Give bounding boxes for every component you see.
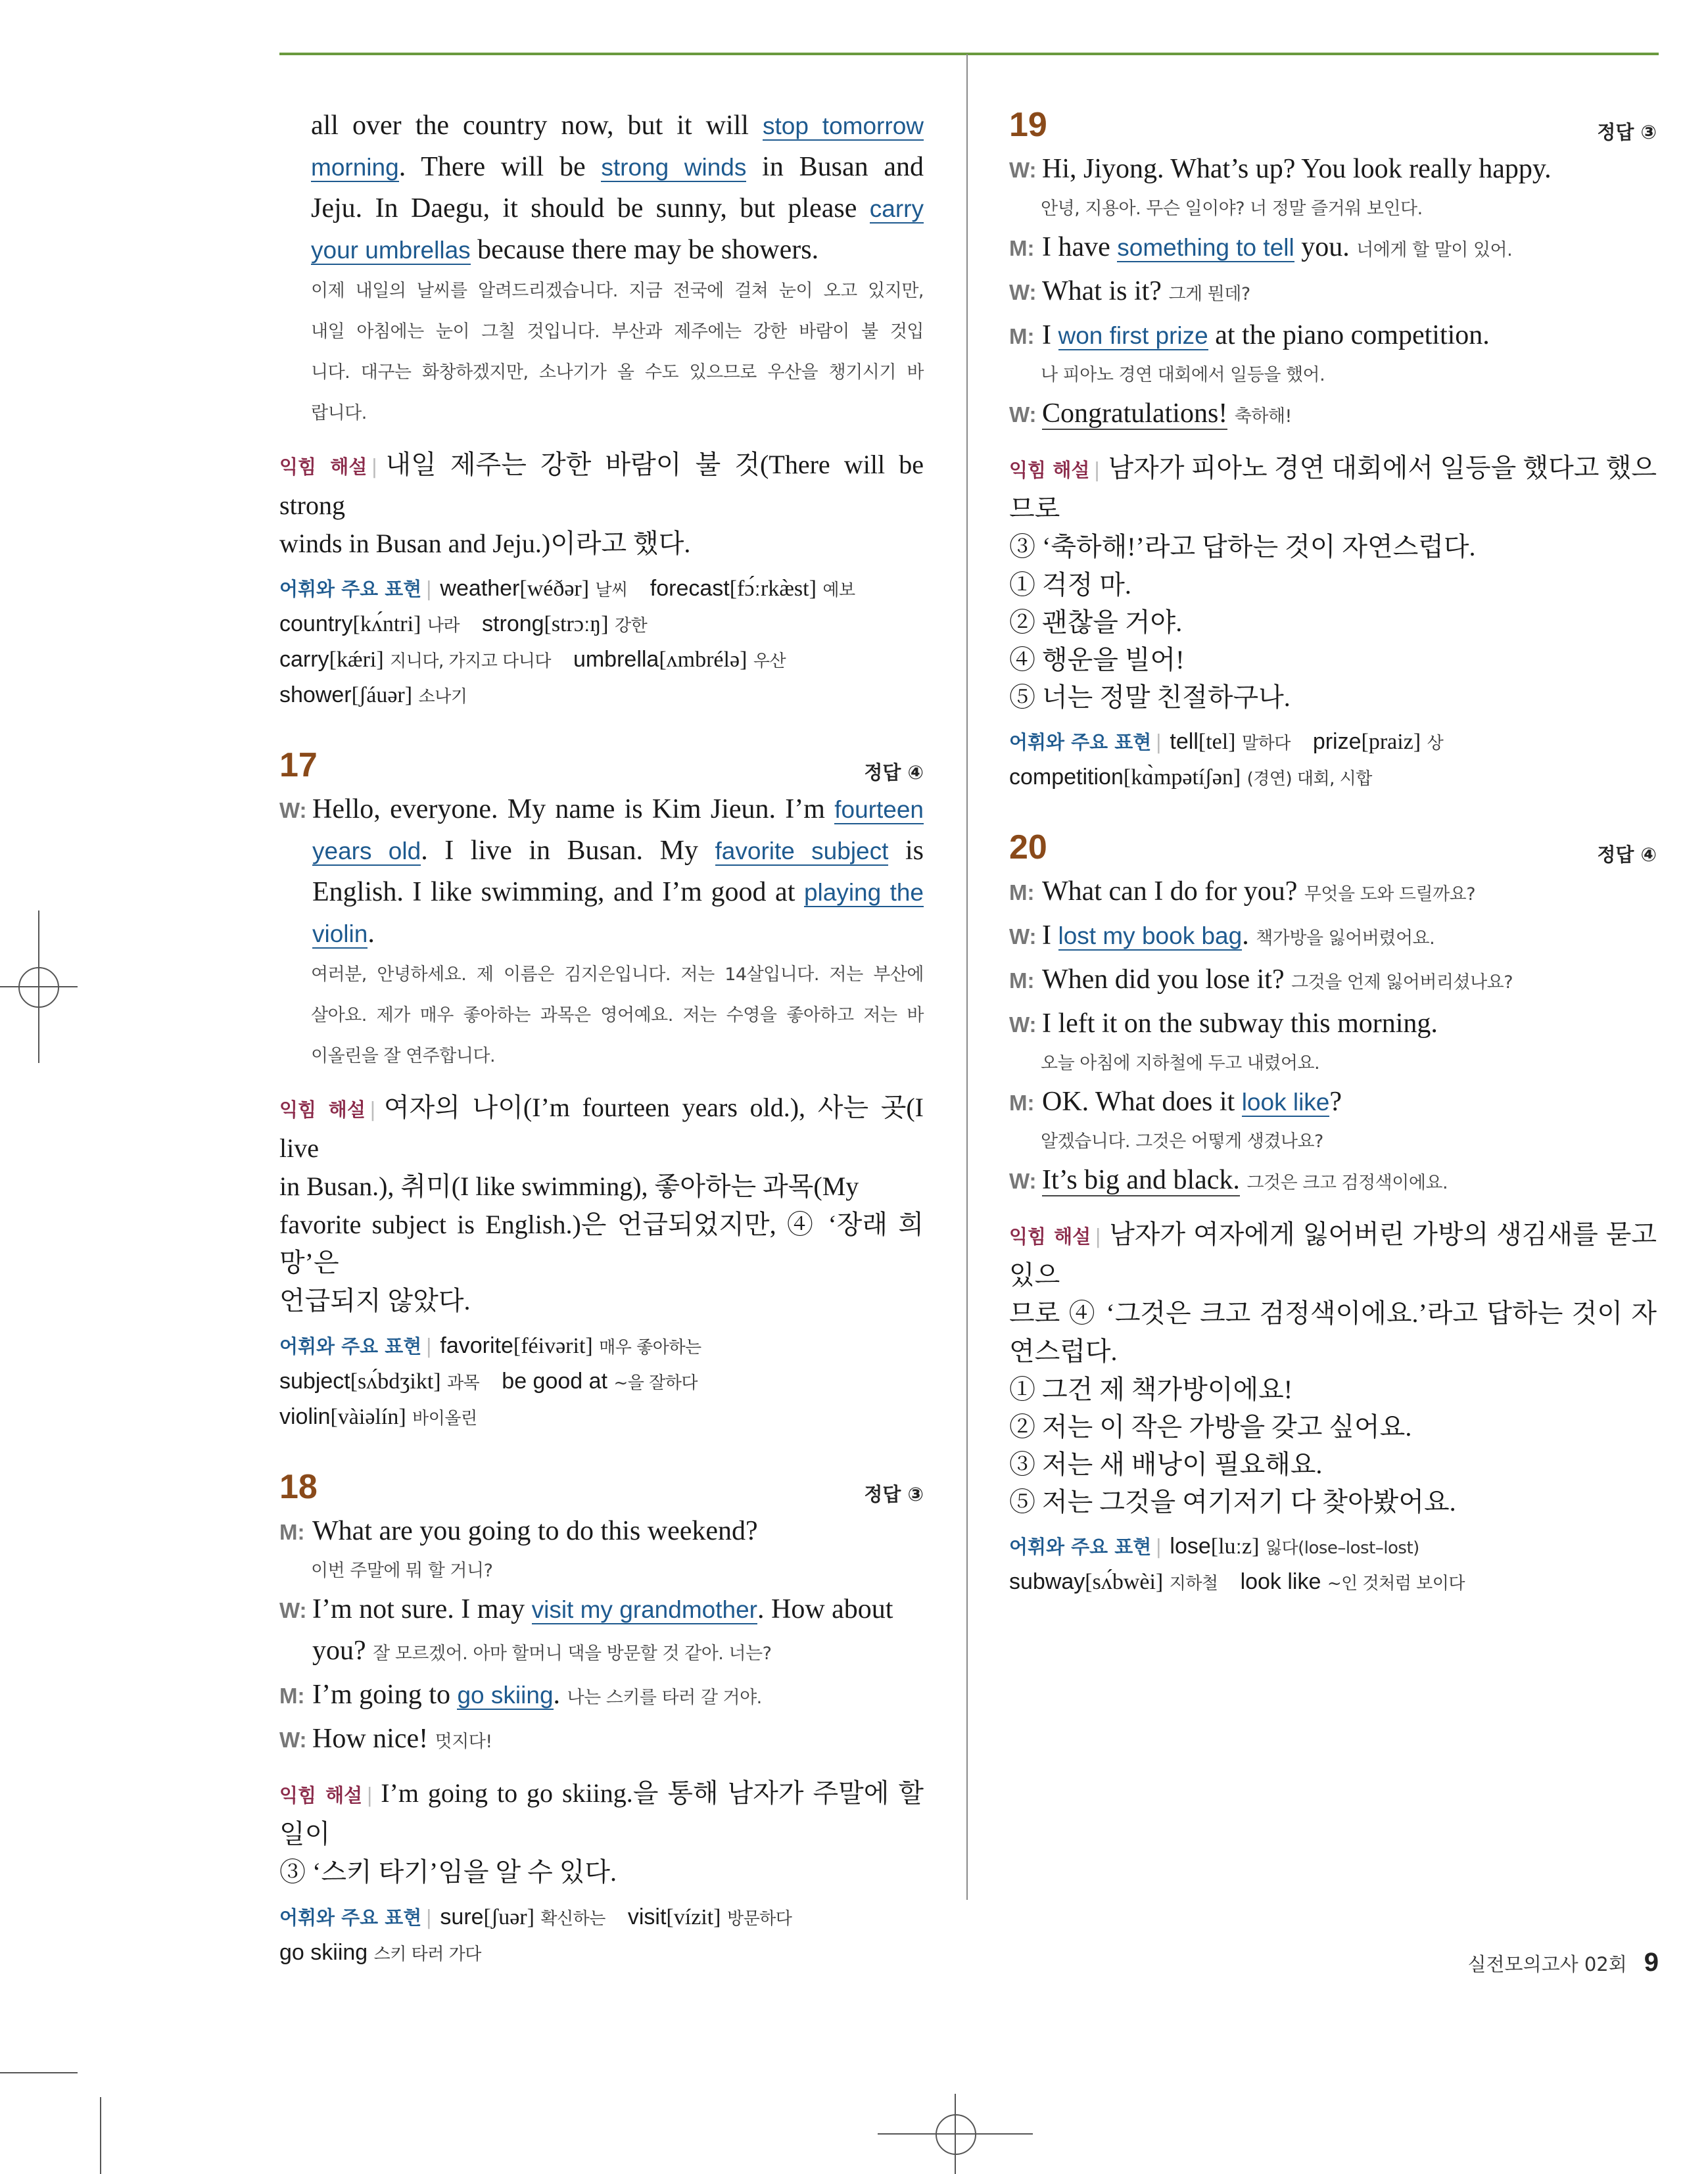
vocab-word: carry [279, 647, 329, 672]
speaker-label: W: [1009, 158, 1037, 182]
korean-translation: 멋지다! [435, 1732, 492, 1752]
text-run: . There will be [398, 152, 602, 182]
answer-phrase: Congratulations! [1042, 398, 1228, 429]
highlighted-phrase: playing the [803, 879, 924, 906]
vocab-pronunciation: [kǽri] [329, 648, 384, 672]
question-number: 20 [1009, 828, 1047, 866]
text-run: . How about [757, 1594, 893, 1624]
q16-vocabulary: 어휘와 주요 표현 | weather[wéðər] 날씨 forecast[fɔ́ːrkæ̀st] 예보 country[kʌ́ntri] 나라 strong[strɔːŋ] 강한 carry[kǽri] 지니다, 가지고 다니다 umbrella[ʌmbrélə] 우산 shower[ʃáuər] 소나기 [279, 576, 855, 707]
text-run: . [1242, 920, 1256, 951]
monologue-text [312, 789, 924, 955]
dialog-text [1042, 1081, 1657, 1123]
vocab-meaning: 확신하는 [540, 1909, 605, 1929]
vocab-meaning: 날씨 [595, 580, 628, 600]
vocab-word: sure [440, 1904, 484, 1929]
explanation-text [1009, 1219, 1657, 1366]
vocab-word: shower [279, 682, 352, 707]
dialog-text [1042, 871, 1657, 915]
right-column [1009, 105, 1657, 1601]
vocab-meaning: 소나기 [418, 687, 467, 707]
page-footer [1468, 1948, 1659, 1977]
vocab-word: competition [1009, 765, 1124, 790]
translation-line: 이올린을 잘 연주합니다. [311, 1046, 496, 1066]
dialog-turn [1009, 1160, 1657, 1204]
translation-line: 랍니다. [311, 403, 367, 423]
translation-line: 여러분, 안녕하세요. 제 이름은 김지은입니다. 저는 14살입니다. 저는 부산에 [311, 964, 924, 985]
column-divider [966, 54, 968, 1900]
highlighted-phrase: visit my grandmother [531, 1596, 757, 1623]
translation-line: 내일 아침에는 눈이 그칠 것입니다. 부산과 제주에는 강한 바람이 불 것입 [311, 321, 924, 342]
vocab-pronunciation: [sʌ́bwèi] [1085, 1570, 1164, 1594]
explanation-tag: 익힘 해설 [279, 1099, 366, 1121]
question-18 [279, 1467, 924, 1972]
q20-dialog [1009, 871, 1657, 1204]
vocab-meaning: (경연) 대회, 시합 [1246, 769, 1372, 789]
dialog-turn [1009, 1003, 1657, 1045]
dialog-text [312, 1589, 924, 1674]
explanation-line: 남자가 여자에게 잃어버린 가방의 생김새를 묻고 있으 [1009, 1219, 1657, 1290]
vocab-word: umbrella [573, 647, 659, 672]
highlighted-phrase: favorite subject [715, 838, 889, 864]
text-run: I’m not sure. I may [312, 1594, 532, 1624]
vocab-word: go skiing [279, 1940, 368, 1965]
vocab-tag: 어휘와 주요 표현 [279, 1335, 422, 1358]
vocab-meaning: 지니다, 가지고 다니다 [390, 651, 551, 671]
q19-options [1009, 566, 1657, 716]
vocab-meaning: 상 [1427, 734, 1444, 753]
dialog-translation: 안녕, 지용아. 무슨 일이야? 너 정말 즐거워 보인다. [1041, 199, 1423, 219]
dialog-turn [279, 1589, 924, 1674]
text-line [311, 105, 924, 147]
speaker-label: M: [1009, 968, 1035, 993]
vocab-pronunciation: [ʃuər] [483, 1905, 534, 1929]
question-number: 19 [1009, 106, 1047, 144]
vocab-meaning: 스키 타러 가다 [373, 1945, 481, 1964]
vocab-meaning: 매우 좋아하는 [599, 1338, 701, 1358]
vocab-pronunciation: [kʌ́ntri] [352, 612, 421, 636]
text-run: you? [312, 1636, 373, 1666]
question-19 [1009, 105, 1657, 796]
q17-monologue [279, 789, 924, 955]
dialog-text [1042, 227, 1657, 271]
q16-english [279, 105, 924, 271]
explanation-tag: 익힘 해설 [1009, 1225, 1091, 1248]
dialog-translation: 알겠습니다. 그것은 어떻게 생겼나요? [1041, 1131, 1323, 1152]
answer-option: ② 저는 이 작은 가방을 갖고 싶어요. [1009, 1412, 1412, 1442]
speaker-label: W: [279, 798, 307, 822]
question-number: 18 [279, 1468, 318, 1506]
dialog-turn [1009, 271, 1657, 315]
text-run: in Busan and [746, 152, 924, 182]
korean-translation: 너에게 할 말이 있어. [1356, 240, 1513, 260]
explanation-line: in Busan.), 취미(I like swimming), 좋아하는 과목(My [279, 1171, 859, 1201]
vocab-pronunciation: [féivərit] [513, 1334, 593, 1358]
explanation-line: ③ ‘축하해!’라고 답하는 것이 자연스럽다. [1009, 532, 1476, 561]
question-20 [1009, 828, 1657, 1601]
dialog-turn [1009, 393, 1657, 437]
dialog-turn [1009, 149, 1657, 191]
speaker-label: M: [1009, 880, 1035, 905]
explanation-line: favorite subject is English.)은 언급되었지만, ④ ‘장래 희망’은 [279, 1210, 924, 1277]
q19-dialog [1009, 149, 1657, 437]
explanation-line: 여자의 나이(I’m fourteen years old.), 사는 곳(I live [279, 1093, 924, 1163]
answer-option: ⑤ 너는 정말 친절하구나. [1009, 682, 1291, 712]
vocab-word: forecast [650, 576, 730, 601]
explanation-text [1009, 453, 1657, 561]
vocab-word: weather [440, 576, 520, 601]
highlighted-phrase: go skiing [457, 1682, 554, 1709]
text-run: at the piano competition. [1208, 320, 1490, 350]
speaker-label: W: [1009, 402, 1037, 427]
text-run: is [888, 836, 924, 866]
vocab-pronunciation: [ʃáuər] [351, 683, 413, 707]
highlighted-phrase: morning [311, 154, 399, 181]
highlighted-phrase: your umbrellas [311, 237, 471, 264]
text-line [311, 147, 924, 188]
q20-explanation: 익힘 해설 | 남자가 여자에게 잃어버린 가방의 생김새를 묻고 있으 므로 ④ ‘그것은 크고 검정색이에요.’라고 답하는 것이 자연스럽다. [1009, 1219, 1657, 1366]
question-17 [279, 745, 924, 1436]
vocab-meaning: 과목 [447, 1373, 480, 1393]
q16-continuation [279, 105, 924, 714]
dialog-text [1042, 315, 1657, 356]
dialog-translation: 이번 주말에 뭐 할 거니? [311, 1561, 493, 1581]
dialog-text [312, 1511, 924, 1552]
vocab-meaning: 잃다(lose–lost–lost) [1265, 1538, 1419, 1558]
speaker-label: W: [1009, 280, 1037, 304]
vocab-meaning: 방문하다 [726, 1909, 792, 1929]
dialog-text [1042, 1003, 1657, 1045]
explanation-line: 므로 ④ ‘그것은 크고 검정색이에요.’라고 답하는 것이 자연스럽다. [1009, 1298, 1657, 1366]
page-number: 9 [1644, 1948, 1659, 1977]
answer-badge: 정답 ④ [864, 761, 924, 784]
vocab-word: violin [279, 1404, 331, 1429]
answer-option: ① 걱정 마. [1009, 570, 1131, 600]
speaker-label: M: [279, 1520, 305, 1544]
vocab-word: subway [1009, 1569, 1085, 1594]
text-line [312, 789, 924, 830]
dialog-text [1042, 1160, 1657, 1204]
text-run: I [1042, 920, 1058, 951]
explanation-tag: 익힘 해설 [279, 1784, 363, 1807]
dialog-turn [1009, 959, 1657, 1003]
vocab-pronunciation: [praiz] [1361, 730, 1421, 754]
vocab-tag: 어휘와 주요 표현 [279, 1906, 422, 1929]
highlighted-phrase: look like [1241, 1089, 1330, 1116]
highlighted-phrase: something to tell [1117, 234, 1294, 261]
text-line [312, 872, 924, 913]
vocab-pronunciation: [strɔːŋ] [544, 612, 609, 636]
text-line [312, 830, 924, 872]
explanation-line: 남자가 피아노 경연 대회에서 일등을 했다고 했으므로 [1009, 453, 1657, 523]
korean-translation: 나는 스키를 타러 갈 거야. [567, 1688, 762, 1708]
text-line [311, 188, 924, 229]
vocab-meaning: 지하철 [1169, 1574, 1218, 1594]
dialog-turn [1009, 315, 1657, 357]
answer-option: ① 그건 제 책가방이에요! [1009, 1375, 1293, 1404]
speaker-label: W: [279, 1598, 307, 1622]
highlighted-phrase: carry [869, 195, 924, 222]
text-run: because there may be showers. [470, 235, 819, 265]
dialog-translation: 나 피아노 경연 대회에서 일등을 했어. [1041, 365, 1325, 385]
q20-vocabulary: 어휘와 주요 표현 | lose[luːz] 잃다(lose–lost–lost) subway[sʌ́bwèi] 지하철 look like ~인 것처럼 보이다 [1009, 1534, 1465, 1594]
highlighted-phrase: won first prize [1058, 322, 1208, 349]
text-run: I have [1042, 232, 1118, 262]
text-line [311, 229, 924, 271]
q16-explanation: 익힘 해설 | 내일 제주는 강한 바람이 불 것(There will be strong winds in Busan and Jeju.)이라고 했다. [279, 450, 924, 558]
answer-badge: 정답 ③ [1597, 121, 1657, 143]
text-run: What can I do for you? [1042, 876, 1304, 907]
dialog-text [1042, 271, 1657, 315]
vocab-word: favorite [440, 1333, 513, 1358]
speaker-label: W: [279, 1728, 307, 1752]
text-run: ? [1329, 1087, 1342, 1117]
vocab-pronunciation: [kɑ̀mpətíʃən] [1123, 765, 1241, 790]
vocab-word: country [279, 611, 353, 636]
dialog-text [1042, 915, 1657, 959]
q17-korean [279, 955, 924, 1077]
q18-dialog [279, 1511, 924, 1762]
text-run: . [368, 918, 375, 949]
q18-vocabulary: 어휘와 주요 표현 | sure[ʃuər] 확신하는 visit[vízit] 방문하다 go skiing 스키 타러 가다 [279, 1904, 792, 1965]
korean-translation: 그것은 크고 검정색이에요. [1246, 1173, 1448, 1193]
text-run: OK. What does it [1042, 1087, 1242, 1117]
q19-explanation: 익힘 해설 | 남자가 피아노 경연 대회에서 일등을 했다고 했으므로 ③ ‘축하해!’라고 답하는 것이 자연스럽다. [1009, 453, 1657, 561]
dialog-turn [1009, 227, 1657, 271]
korean-translation: 무엇을 도와 드릴까요? [1304, 884, 1476, 905]
speaker-label: M: [1009, 324, 1035, 348]
q17-vocabulary: 어휘와 주요 표현 | favorite[féivərit] 매우 좋아하는 subject[sʌ́bdʒikt] 과목 be good at ~을 잘하다 violin[vàiəlín] 바이올린 [279, 1333, 701, 1429]
highlighted-phrase: fourteen [834, 796, 924, 823]
vocab-meaning: 예보 [822, 580, 855, 600]
dialog-turn [1009, 915, 1657, 959]
answer-badge: 정답 ③ [864, 1483, 924, 1505]
text-run: What are you going to do this weekend? [312, 1516, 758, 1546]
vocab-meaning: 말하다 [1241, 734, 1291, 753]
text-run: Jeju. In Daegu, it should be sunny, but please [311, 193, 870, 224]
text-run: Hi, Jiyong. What’s up? You look really happy. [1042, 154, 1552, 184]
dialog-turn [1009, 871, 1657, 915]
vocab-meaning: ~을 잘하다 [613, 1373, 698, 1393]
answer-option: ③ 저는 새 배낭이 필요해요. [1009, 1450, 1323, 1479]
vocab-word: be good at [502, 1369, 607, 1394]
speaker-label: W: [1009, 1169, 1037, 1193]
speaker-label: W: [1009, 1012, 1037, 1037]
answer-badge: 정답 ④ [1597, 843, 1657, 866]
vocab-meaning: 강한 [615, 616, 648, 636]
vocab-word: tell [1170, 729, 1198, 754]
dialog-text [312, 1674, 924, 1718]
vocab-pronunciation: [sʌ́bdʒikt] [350, 1369, 441, 1394]
q20-options [1009, 1371, 1657, 1521]
translation-line: 니다. 대구는 화창하겠지만, 소나기가 올 수도 있으므로 우산을 챙기시기 바 [311, 362, 924, 383]
text-run: How nice! [312, 1724, 435, 1754]
explanation-line: I’m going to go skiing.을 통해 남자가 주말에 할 일이 [279, 1778, 924, 1849]
text-run: . [553, 1680, 567, 1710]
explanation-tag: 익힘 해설 [1009, 459, 1090, 481]
vocab-word: look like [1240, 1569, 1321, 1594]
korean-translation: 잘 모르겠어. 아마 할머니 댁을 방문할 것 같아. 너는? [373, 1643, 772, 1664]
dialog-turn [279, 1674, 924, 1718]
highlighted-phrase: strong winds [601, 154, 747, 181]
dialog-turn [279, 1511, 924, 1553]
korean-translation: 그게 뭔데? [1168, 284, 1250, 304]
text-run: Hello, everyone. My name is Kim Jieun. I’m [312, 794, 835, 824]
vocab-word: subject [279, 1369, 350, 1394]
question-number: 17 [279, 746, 318, 784]
vocab-pronunciation: [luːz] [1210, 1534, 1260, 1559]
vocab-tag: 어휘와 주요 표현 [1009, 1536, 1152, 1558]
dialog-turn [279, 1718, 924, 1762]
speaker-label: M: [1009, 236, 1035, 260]
q19-vocabulary: 어휘와 주요 표현 | tell[tel] 말하다 prize[praiz] 상 competition[kɑ̀mpətíʃən] (경연) 대회, 시합 [1009, 729, 1444, 790]
explanation-line: 언급되지 않았다. [279, 1286, 471, 1315]
vocab-pronunciation: [fɔ́ːrkæ̀st] [729, 577, 817, 601]
text-run [1240, 1165, 1247, 1195]
text-run: What is it? [1042, 276, 1169, 306]
vocab-word: lose [1170, 1534, 1211, 1559]
text-run: I’m going to [312, 1680, 458, 1710]
dialog-translation: 오늘 아침에 지하철에 두고 내렸어요. [1041, 1053, 1320, 1074]
vocab-pronunciation: [wéðər] [519, 577, 590, 601]
korean-translation: 책가방을 잃어버렸어요. [1256, 928, 1435, 949]
answer-option: ② 괜찮을 거야. [1009, 607, 1183, 637]
text-run: all over the country now, but it will [311, 110, 763, 141]
vocab-pronunciation: [vàiəlín] [330, 1405, 406, 1429]
text-run: you. [1294, 232, 1357, 262]
explanation-text [279, 1093, 924, 1315]
vocab-pronunciation: [tel] [1198, 730, 1236, 754]
text-run: English. I like swimming, and I’m good at [312, 877, 804, 907]
dialog-turn [1009, 1081, 1657, 1123]
dialog-text [1042, 959, 1657, 1003]
text-run: I left it on the subway this morning. [1042, 1008, 1438, 1039]
answer-option: ⑤ 저는 그것을 여기저기 다 찾아봤어요. [1009, 1487, 1456, 1517]
vocab-meaning: 나라 [427, 616, 460, 636]
vocab-pronunciation: [ʌmbrélə] [659, 648, 747, 672]
vocab-word: prize [1312, 729, 1362, 754]
q16-korean [279, 271, 924, 434]
footer-title: 실전모의고사 02회 [1467, 1953, 1627, 1975]
vocab-tag: 어휘와 주요 표현 [1009, 731, 1152, 753]
dialog-text [1042, 393, 1657, 437]
translation-line: 이제 내일의 날씨를 알려드리겠습니다. 지금 전국에 걸쳐 눈이 오고 있지만, [311, 281, 924, 301]
explanation-line: 내일 제주는 강한 바람이 불 것(There will be strong [279, 450, 924, 520]
left-column [279, 105, 924, 1972]
highlighted-phrase: years old [312, 838, 421, 864]
vocab-meaning: ~인 것처럼 보이다 [1327, 1574, 1465, 1594]
explanation-tag: 익힘 해설 [279, 456, 368, 478]
text-run [1227, 398, 1235, 429]
explanation-line: ③ ‘스키 타기’임을 알 수 있다. [279, 1857, 617, 1887]
highlighted-phrase: lost my book bag [1058, 922, 1243, 949]
translation-line: 살아요. 제가 매우 좋아하는 과목은 영어예요. 저는 수영을 좋아하고 저는 바 [311, 1005, 924, 1026]
vocab-meaning: 바이올린 [412, 1409, 477, 1429]
text-run: I [1042, 320, 1058, 350]
highlighted-phrase: stop tomorrow [763, 112, 924, 139]
vocab-word: visit [627, 1904, 667, 1929]
text-run: . I live in Busan. My [421, 836, 715, 866]
q18-explanation: 익힘 해설 | I’m going to go skiing.을 통해 남자가 주말에 할 일이 ③ ‘스키 타기’임을 알 수 있다. [279, 1778, 924, 1887]
highlighted-phrase: violin [312, 920, 368, 947]
speaker-label: M: [1009, 1091, 1035, 1115]
dialog-text [312, 1718, 924, 1762]
answer-phrase: It’s big and black. [1042, 1165, 1240, 1195]
explanation-line: winds in Busan and Jeju.)이라고 했다. [279, 529, 691, 558]
explanation-text [279, 1778, 924, 1887]
speaker-label: W: [1009, 924, 1037, 949]
vocab-meaning: 우산 [753, 651, 786, 671]
text-run: When did you lose it? [1042, 964, 1292, 995]
korean-translation: 축하해! [1234, 406, 1292, 427]
top-rule [279, 53, 1659, 55]
vocab-word: strong [482, 611, 544, 636]
text-line [312, 913, 924, 955]
q17-explanation: 익힘 해설 | 여자의 나이(I’m fourteen years old.), 사는 곳(I live in Busan.), 취미(I like swimming), 좋아하는 과목(My favorite subject is English.)은 언급되었지만, ④ ‘장래 희망’은 언급되지 않았다. [279, 1093, 924, 1315]
vocab-tag: 어휘와 주요 표현 [279, 578, 422, 600]
vocab-pronunciation: [vízit] [666, 1905, 721, 1929]
answer-option: ④ 행운을 빌어! [1009, 645, 1185, 674]
dialog-text [1042, 149, 1657, 190]
korean-translation: 그것을 언제 잃어버리셨나요? [1291, 972, 1513, 993]
speaker-label: M: [279, 1684, 305, 1708]
